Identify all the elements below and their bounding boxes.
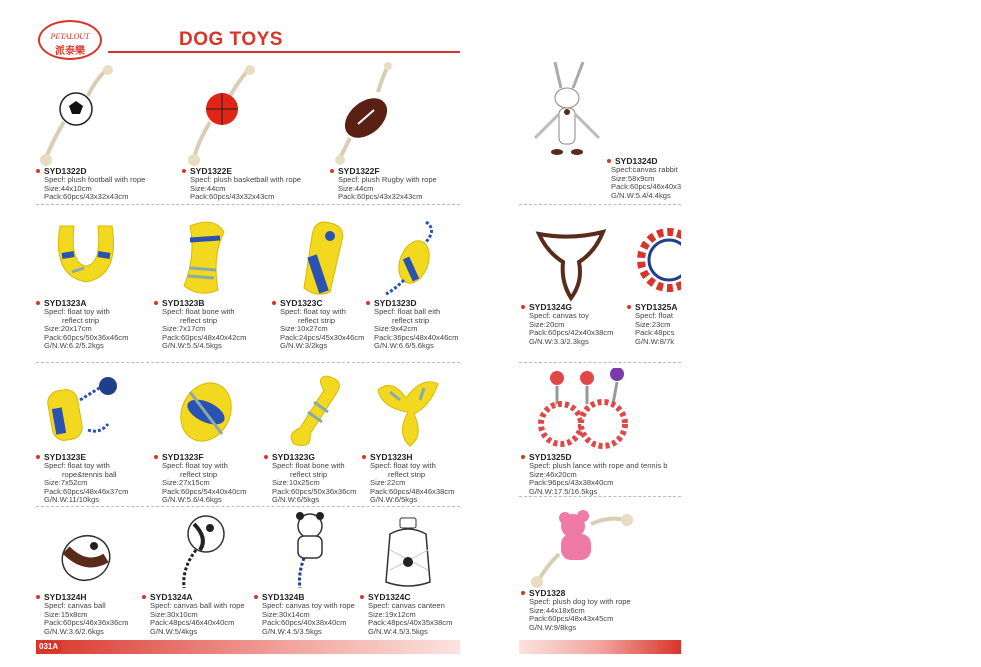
product-syd1323f (154, 370, 266, 505)
product-pack: Pack:60pcs/50x36x46cm (44, 332, 129, 342)
product-weight: G/N.W:9/8kgs (529, 622, 577, 632)
product-pack: Pack:36pcs/48x40x46cm (374, 332, 459, 342)
product-size: Size:30x14cm (262, 609, 310, 619)
product-syd1325d (521, 368, 681, 496)
plush-lance-icon (521, 368, 681, 452)
product-syd1324h (36, 510, 144, 636)
product-syd1324d (521, 62, 681, 200)
product-spec: Specf: float (635, 311, 673, 320)
product-spec: Specf: canvas ball with rope (150, 601, 245, 610)
product-pack: Pack:60pcs/46x36x36cm (44, 618, 129, 628)
product-spec: Specf: float toy with (44, 307, 110, 316)
product-size: Size:10x25cm (272, 478, 320, 488)
product-spec: Specf: canvas toy (529, 311, 589, 320)
product-syd1322f (330, 62, 460, 202)
product-pack: Pack:60pcs/46x40x3 (611, 182, 681, 192)
product-pack: Pack:60pcs/48x46x38cm (370, 486, 455, 496)
rugby-toy-icon (330, 62, 460, 166)
row-separator (36, 506, 460, 507)
product-spec-cont: reflect strip (290, 469, 328, 479)
product-weight: G/N.W:4.5/3.5kgs (262, 626, 322, 636)
product-weight: G/N.W:3/2kgs (280, 341, 328, 351)
product-weight: G/N.W:6.6/5.6kgs (374, 341, 434, 351)
product-code: SYD1324D (615, 156, 658, 166)
float-propeller-icon (362, 370, 460, 452)
product-weight: G/N.W:5/4kgs (150, 626, 198, 636)
product-code: SYD1325A (635, 302, 678, 312)
product-code: SYD1323A (44, 298, 87, 308)
product-syd1323g (264, 370, 364, 505)
product-size: Size:44x18x6cm (529, 605, 585, 615)
canvas-rabbit-icon (521, 62, 681, 156)
float-u-toy-icon (36, 216, 148, 298)
plush-dog-rope-icon (521, 504, 681, 588)
product-code: SYD1323E (44, 452, 87, 462)
product-pack: Pack:48pcs/40x35x38cm (368, 618, 453, 628)
catalog-page-left (36, 14, 460, 654)
product-syd1324b (254, 510, 362, 636)
product-spec-cont: reflect strip (388, 469, 426, 479)
product-size: Size:44cm (190, 183, 226, 193)
product-spec: Specf: canvas ball (44, 601, 106, 610)
product-syd1322d (36, 62, 176, 202)
product-size: Size:15x8cm (44, 609, 88, 619)
product-weight: G/N.W:11/10kgs (44, 495, 100, 505)
product-weight: G/N.W:17.5/16.5kgs (529, 486, 598, 496)
product-spec: Specf: float toy with (44, 461, 110, 470)
basketball-toy-icon (182, 62, 328, 166)
row-separator (36, 362, 460, 363)
product-spec: Specf: float bone with (272, 461, 345, 470)
row-separator (36, 204, 460, 205)
product-syd1323a (36, 216, 148, 351)
product-code: SYD1322D (44, 166, 87, 176)
product-weight: G/N.W:3.6/2.6kgs (44, 626, 104, 636)
product-code: SYD1322E (190, 166, 233, 176)
product-code: SYD1324B (262, 592, 305, 602)
product-weight: G/N.W:5.5/4.5kgs (162, 341, 222, 351)
product-syd1323b (154, 216, 266, 351)
row-separator (519, 204, 681, 205)
product-code: SYD1322F (338, 166, 380, 176)
product-pack: Pack:60pcs/42x40x38cm (529, 328, 614, 338)
product-pack: Pack:24pcs/45x30x46cm (280, 332, 365, 342)
product-weight: G/N.W:5.6/4.6kgs (162, 495, 222, 505)
product-pack: Pack:60pcs/40x38x40cm (262, 618, 347, 628)
product-weight: G/N.W:8/7k (635, 336, 675, 346)
brand-logo-cn: 派泰樂 (55, 46, 85, 57)
row-separator (519, 496, 681, 497)
footer-bar-left (36, 640, 460, 654)
row-separator (519, 362, 681, 363)
product-spec: Specf: plush Rugby with rope (338, 175, 437, 184)
product-spec: Specf: float toy with (162, 461, 228, 470)
canvas-canteen-icon (360, 510, 460, 592)
product-pack: Pack:60pcs/48x43x45cm (529, 614, 614, 624)
product-pack: Pack:96pcs/43x38x40cm (529, 478, 614, 488)
product-pack: Pack:48pcs (635, 328, 675, 338)
product-syd1325a (627, 222, 681, 346)
brand-logo-en: PETALOUT (50, 32, 90, 41)
product-pack: Pack:60pcs/43x32x43cm (44, 192, 129, 202)
float-ball-rope-icon (366, 216, 460, 298)
footer-bar-right (519, 640, 681, 654)
product-pack: Pack:60pcs/48x40x42cm (162, 332, 247, 342)
product-weight: G/N.W:6/5kgs (370, 495, 418, 505)
product-pack: Pack:60pcs/50x36x36cm (272, 486, 357, 496)
product-syd1324g (521, 222, 625, 346)
product-code: SYD1324A (150, 592, 193, 602)
product-spec: Specf: plush dog toy with rope (529, 597, 631, 606)
product-size: Size:20x17cm (44, 324, 92, 334)
product-pack: Pack:60pcs/48x46x37cm (44, 486, 129, 496)
product-size: Size:7x17cm (162, 324, 206, 334)
product-size: Size:46x20cm (529, 469, 577, 479)
product-syd1324a (142, 510, 254, 636)
product-size: Size:44cm (338, 183, 374, 193)
title-rule (108, 51, 460, 53)
product-size: Size:44x10cm (44, 183, 92, 193)
product-size: Size:20cm (529, 319, 565, 329)
product-code: SYD1325D (529, 452, 572, 462)
product-code: SYD1323D (374, 298, 417, 308)
catalog-page-right (519, 14, 681, 654)
canvas-ball-rope-icon (142, 510, 254, 592)
product-spec-cont: reflect strip (180, 315, 218, 325)
product-spec: Specf: float toy with (370, 461, 436, 470)
product-spec: Specf: plush football with rope (44, 175, 146, 184)
product-code: SYD1324G (529, 302, 572, 312)
product-weight: G/N.W:5.4/4.4kgs (611, 190, 671, 200)
float-bone-icon (154, 216, 266, 298)
canvas-bear-rope-icon (254, 510, 362, 592)
float-ring-icon (154, 370, 266, 452)
product-size: Size:7x52cm (44, 478, 88, 488)
product-code: SYD1323H (370, 452, 413, 462)
product-pack: Pack:48pcs/46x40x40cm (150, 618, 235, 628)
product-code: SYD1324H (44, 592, 87, 602)
product-pack: Pack:60pcs/54x40x40cm (162, 486, 247, 496)
product-spec: Specf: plush lance with rope and tennis b (529, 461, 668, 470)
football-toy-icon (36, 62, 176, 166)
product-code: SYD1323C (280, 298, 323, 308)
float-bone-2-icon (264, 370, 364, 452)
product-spec-cont: reflect strip (180, 469, 218, 479)
product-code: SYD1328 (529, 588, 566, 598)
product-spec-cont: reflect strip (62, 315, 100, 325)
canvas-tri-toy-icon (521, 222, 625, 302)
float-tennis-rope-icon (36, 370, 148, 452)
product-syd1324c (360, 510, 460, 636)
product-spec: Specf: float toy with (280, 307, 346, 316)
product-spec: Specf: canvas canteen (368, 601, 445, 610)
product-weight: G/N.W:3.3/2.3kgs (529, 336, 589, 346)
product-code: SYD1323B (162, 298, 205, 308)
product-pack: Pack:60pcs/43x32x43cm (190, 192, 275, 202)
product-syd1323c (272, 216, 366, 351)
float-ring-stripes-icon (627, 222, 681, 302)
product-code: SYD1323F (162, 452, 204, 462)
product-size: Size:10x27cm (280, 324, 328, 334)
product-pack: Pack:60pcs/43x32x43cm (338, 192, 423, 202)
page-number: 031A (36, 641, 61, 652)
product-spec: Specf: canvas toy with rope (262, 601, 355, 610)
product-size: Size:19x12cm (368, 609, 416, 619)
product-size: Size:23cm (635, 319, 671, 329)
product-spec: Specf: plush basketball with rope (190, 175, 302, 184)
product-size: Size:27x15cm (162, 478, 210, 488)
canvas-ball-icon (36, 510, 144, 592)
product-spec: Specf:canvas rabbit (611, 165, 678, 174)
product-size: Size:30x10cm (150, 609, 198, 619)
product-syd1323e (36, 370, 148, 505)
product-syd1323d (366, 216, 460, 351)
page-title: DOG TOYS (179, 29, 283, 50)
product-size: Size:58x9cm (611, 173, 655, 183)
product-spec-cont: reflect strip (298, 315, 336, 325)
product-syd1322e (182, 62, 328, 202)
product-spec: Specf: float ball eith (374, 307, 441, 316)
product-size: Size:9x42cm (374, 324, 418, 334)
product-spec: Specf: float bone with (162, 307, 235, 316)
brand-logo (38, 20, 102, 60)
product-spec-cont: reflect strip (392, 315, 430, 325)
product-code: SYD1323G (272, 452, 315, 462)
product-size: Size:22cm (370, 478, 406, 488)
product-spec-cont: rope&tennis ball (62, 469, 117, 479)
product-weight: G/N.W:4.5/3.5kgs (368, 626, 428, 636)
float-stick-icon (272, 216, 366, 298)
product-code: SYD1324C (368, 592, 411, 602)
product-syd1328 (521, 504, 681, 632)
product-weight: G/N.W:6.2/5.2kgs (44, 341, 104, 351)
product-weight: G/N.W:6/5kgs (272, 495, 320, 505)
product-syd1323h (362, 370, 460, 505)
